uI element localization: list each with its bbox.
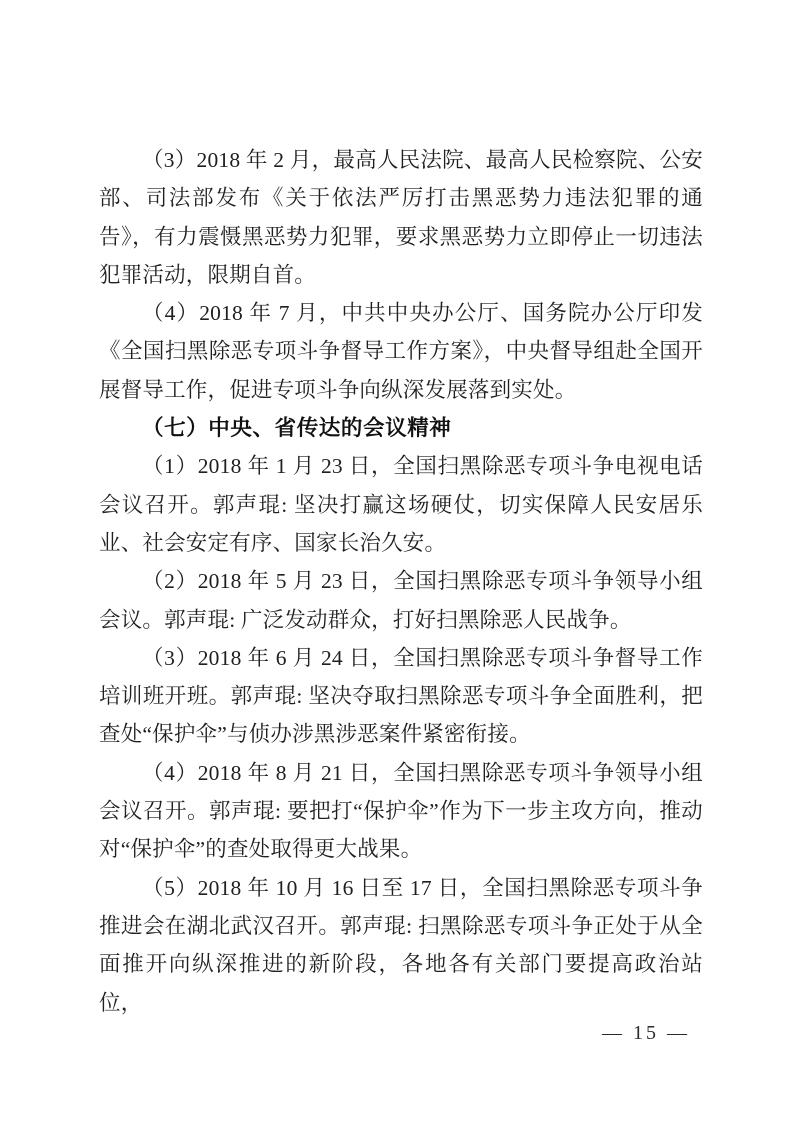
- paragraph: （4）2018 年 7 月，中共中央办公厅、国务院办公厅印发《全国扫黑除恶专项斗争督导工作方案》，中央督导组赴全国开展督导工作，促进专项斗争向纵深发展落到实处。: [99, 301, 703, 402]
- paragraph: （1）2018 年 1 月 23 日，全国扫黑除恶专项斗争电视电话会议召开。郭声琨: 坚决打赢这场硬仗，切实保障人民安居乐业、社会安定有序、国家长治久安。: [99, 454, 703, 555]
- paragraph: （4）2018 年 8 月 21 日，全国扫黑除恶专项斗争领导小组会议召开。郭声琨: 要把打“保护伞”作为下一步主攻方向，推动对“保护伞”的查处取得更大战果。: [99, 760, 703, 862]
- paragraph: （5）2018 年 10 月 16 日至 17 日，全国扫黑除恶专项斗争推进会在湖北武汉召开。郭声琨: 扫黑除恶专项斗争正处于从全面推开向纵深推进的新阶段，各地各有关部门要提高政治站位，: [99, 875, 703, 1015]
- section-heading: （七）中央、省传达的会议精神: [142, 416, 452, 441]
- paragraph: （2）2018 年 5 月 23 日，全国扫黑除恶专项斗争领导小组会议。郭声琨: 广泛发动群众，打好扫黑除恶人民战争。: [99, 569, 703, 632]
- paragraph: （3）2018 年 6 月 24 日，全国扫黑除恶专项斗争督导工作培训班开班。郭声琨: 坚决夺取扫黑除恶专项斗争全面胜利，把查处“保护伞”与侦办涉黑涉恶案件紧密衔接。: [99, 645, 703, 747]
- paragraph: （3）2018 年 2 月，最高人民法院、最高人民检察院、公安部、司法部发布《关于依法严厉打击黑恶势力违法犯罪的通告》，有力震慑黑恶势力犯罪，要求黑恶势力立即停止一切违法犯罪活动，限期自首。: [99, 148, 703, 287]
- document-body: [99, 141, 703, 1022]
- page-number: — 15 —: [602, 1022, 690, 1044]
